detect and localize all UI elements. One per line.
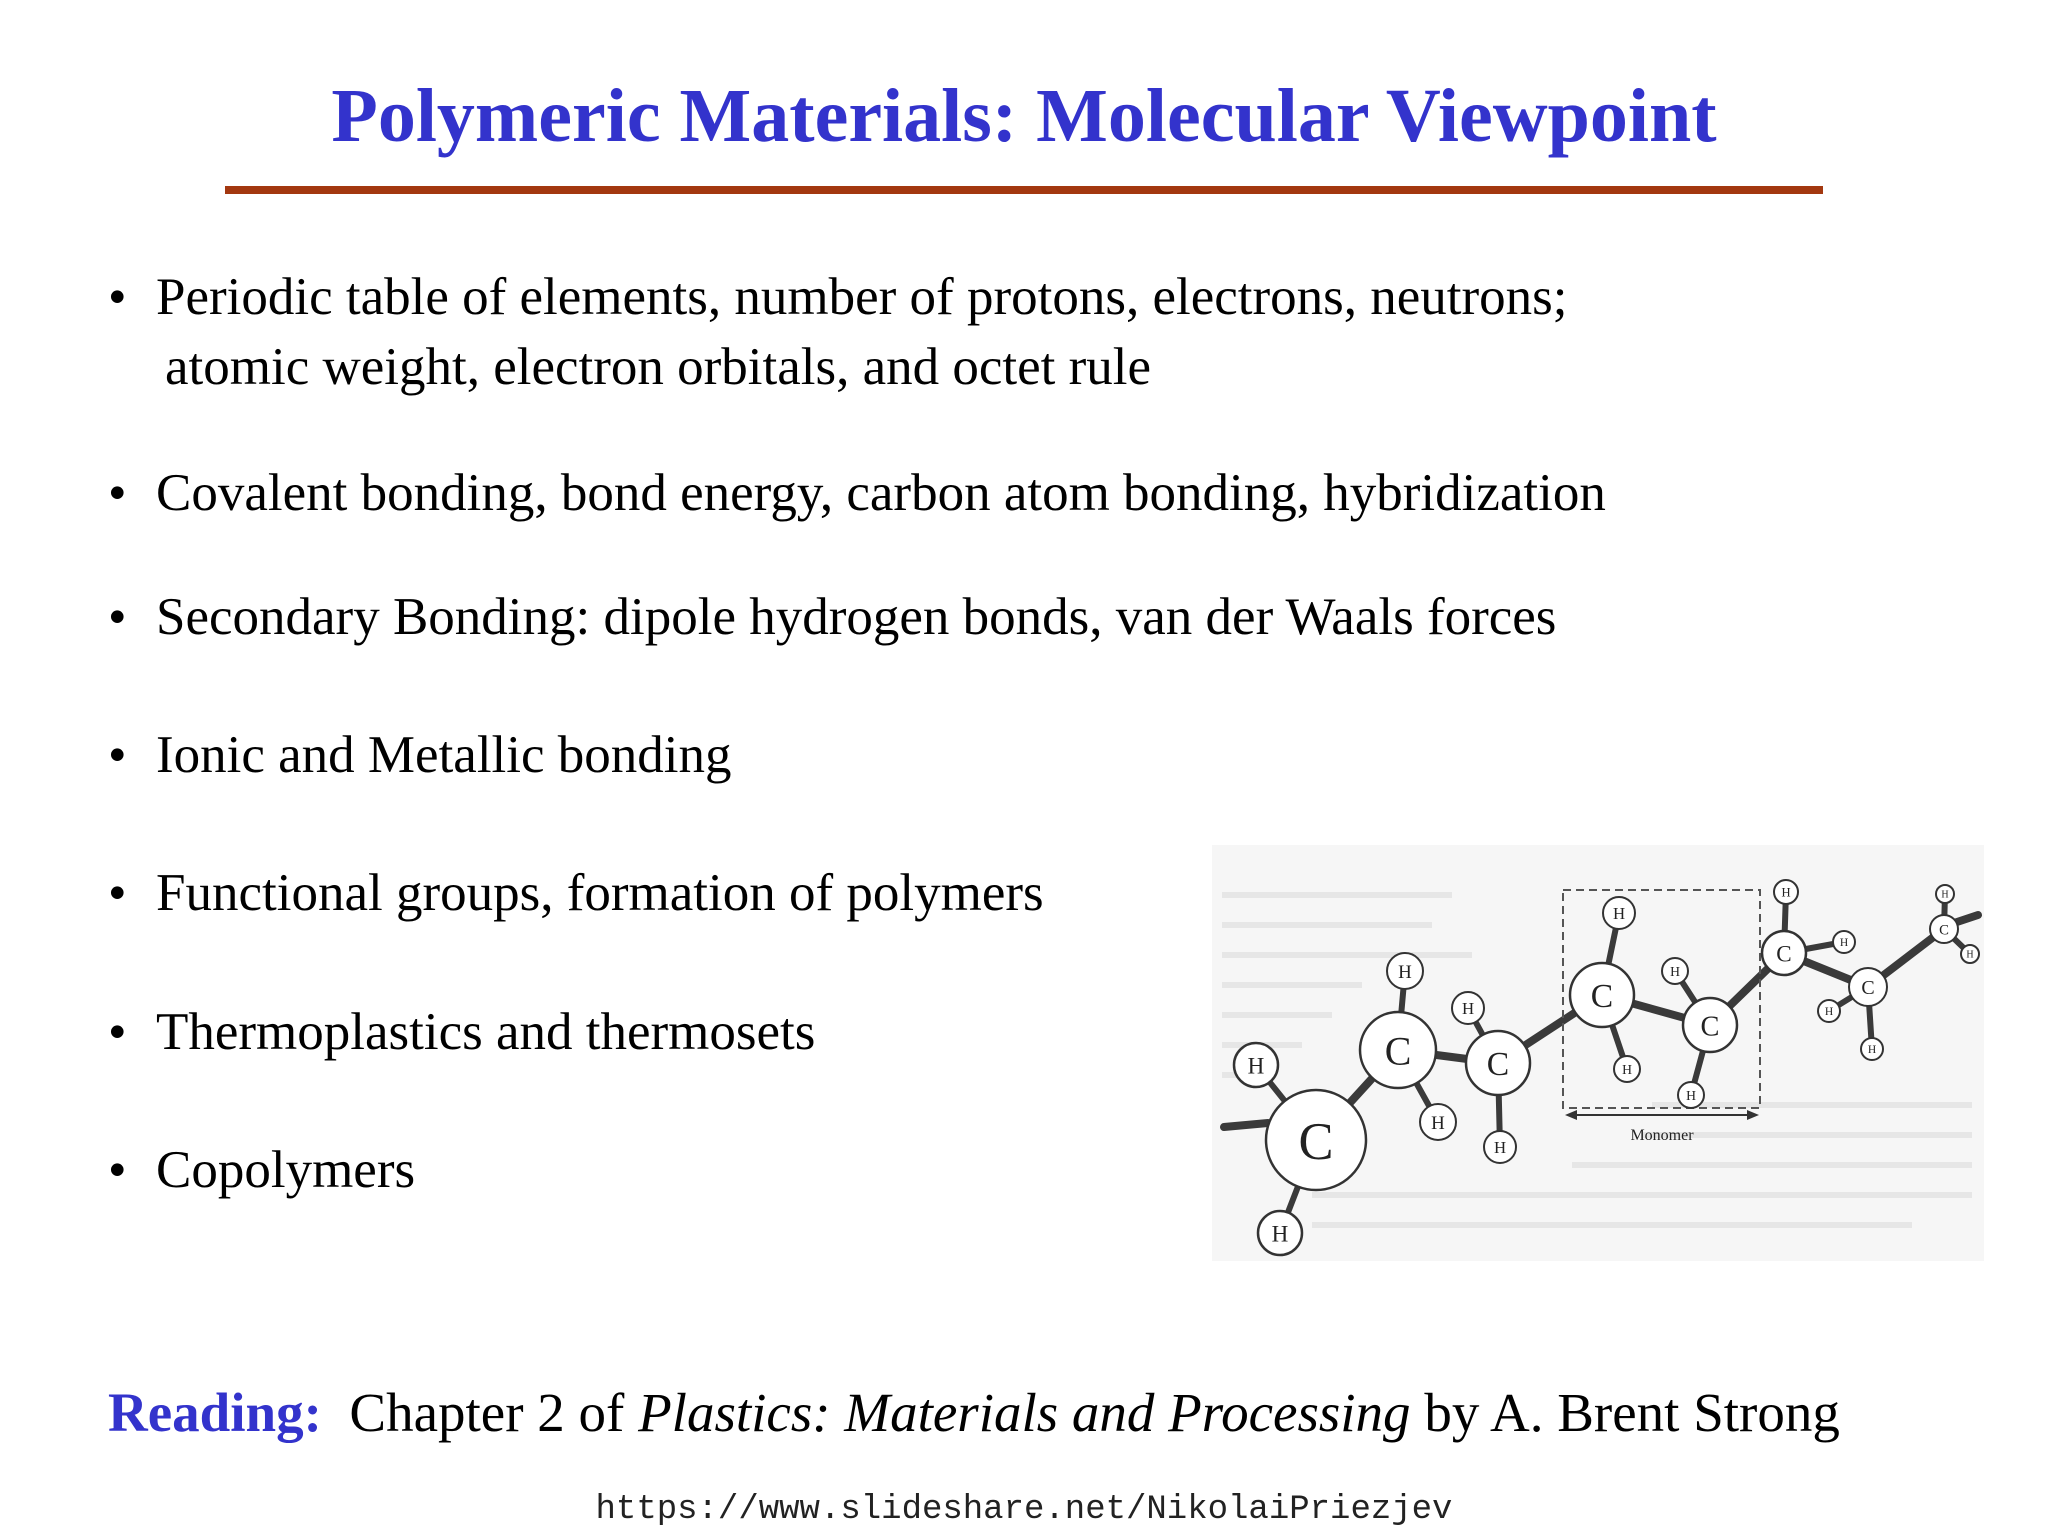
carbon-atom-label: C	[1590, 978, 1614, 1016]
bullet-text: Secondary Bonding: dipole hydrogen bonds, van der Waals forces	[156, 588, 1557, 646]
bullet-dot: •	[108, 1141, 127, 1199]
hydrogen-atom-label: H	[1781, 885, 1791, 900]
hydrogen-atom	[1861, 1038, 1883, 1060]
hydrogen-atom-label: H	[1271, 1220, 1289, 1247]
polymer-chain-diagram	[1212, 845, 1984, 1261]
hydrogen-atom-label: H	[1622, 1061, 1632, 1077]
hydrogen-atom	[1420, 1104, 1456, 1140]
hydrogen-atom	[1662, 958, 1688, 984]
bullet-text: Functional groups, formation of polymers	[156, 864, 1044, 922]
carbon-atom	[1683, 998, 1737, 1052]
bullet-item-covalent-bonding	[108, 458, 1606, 528]
carbon-atom	[1849, 968, 1887, 1006]
hydrogen-atom-label: H	[1247, 1052, 1265, 1079]
hydrogen-atom-label: H	[1824, 1006, 1834, 1019]
hydrogen-atom	[1818, 1000, 1840, 1022]
reading-chapter: Chapter 2 of	[349, 1382, 625, 1443]
hydrogen-atom	[1961, 945, 1979, 963]
carbon-atom	[1266, 1090, 1366, 1190]
monomer-label: Monomer	[1630, 1127, 1694, 1144]
bullet-item-functional-groups	[108, 858, 1044, 928]
reading-line	[108, 1378, 1840, 1448]
slide-title: Polymeric Materials: Molecular Viewpoint	[331, 74, 1717, 158]
carbon-atom-label: C	[1700, 1011, 1720, 1043]
hydrogen-atom-label: H	[1612, 904, 1626, 924]
bullet-dot: •	[108, 464, 127, 522]
carbon-atom-label: C	[1776, 940, 1792, 967]
polymer-chain-figure	[1212, 845, 1984, 1261]
bullet-item-periodic-table	[108, 262, 1568, 402]
bullet-text: Thermoplastics and thermosets	[156, 1003, 816, 1061]
hydrogen-atom	[1387, 953, 1423, 989]
bullet-item-thermoplastics	[108, 997, 815, 1067]
hydrogen-atom-label: H	[1493, 1138, 1507, 1158]
hydrogen-atom	[1936, 885, 1954, 903]
title-underline	[225, 186, 1823, 194]
carbon-atom	[1930, 915, 1958, 943]
source-url: https://www.slideshare.net/NikolaiPriezjev	[595, 1491, 1453, 1529]
hydrogen-atom	[1234, 1043, 1278, 1087]
chain-end-bond	[1224, 1123, 1268, 1127]
bullet-text-continuation: atomic weight, electron orbitals, and octet rule	[165, 338, 1152, 396]
hydrogen-atom	[1603, 897, 1635, 929]
hydrogen-atom	[1833, 931, 1855, 953]
carbon-atom-label: C	[1486, 1046, 1510, 1084]
hydrogen-atom-label: H	[1686, 1087, 1696, 1103]
hydrogen-atom-label: H	[1461, 999, 1475, 1019]
hydrogen-atom-label: H	[1867, 1044, 1877, 1057]
hydrogen-atom	[1452, 992, 1484, 1024]
carbon-atom-label: C	[1861, 977, 1875, 1000]
bullet-item-ionic-metallic	[108, 720, 732, 790]
bullet-text: Covalent bonding, bond energy, carbon atom bonding, hybridization	[156, 464, 1606, 522]
bullet-dot: •	[108, 1003, 127, 1061]
hydrogen-atom	[1614, 1056, 1640, 1082]
bullet-text: Ionic and Metallic bonding	[156, 726, 732, 784]
hydrogen-atom-label: H	[1941, 889, 1949, 901]
hydrogen-atom-label: H	[1670, 963, 1680, 979]
bullet-text: Copolymers	[156, 1141, 416, 1199]
reading-author: by A. Brent Strong	[1424, 1382, 1840, 1443]
bullet-text: Periodic table of elements, number of protons, electrons, neutrons;	[156, 268, 1568, 326]
bullet-item-secondary-bonding	[108, 582, 1556, 652]
carbon-atom-label: C	[1939, 922, 1949, 939]
bullet-dot: •	[108, 588, 127, 646]
bullet-dot: •	[108, 864, 127, 922]
carbon-atom	[1570, 963, 1634, 1027]
carbon-atom-label: C	[1298, 1113, 1334, 1171]
hydrogen-atom-label: H	[1966, 949, 1974, 961]
hydrogen-atom	[1678, 1082, 1704, 1108]
reading-label: Reading:	[108, 1382, 322, 1443]
carbon-atom	[1762, 931, 1806, 975]
hydrogen-atom-label: H	[1398, 961, 1412, 983]
reading-book-title: Plastics: Materials and Processing	[638, 1382, 1411, 1443]
hydrogen-atom-label: H	[1839, 937, 1849, 950]
carbon-atom	[1466, 1031, 1530, 1095]
hydrogen-atom	[1258, 1211, 1302, 1255]
bullet-dot: •	[108, 268, 127, 326]
carbon-atom	[1360, 1012, 1436, 1088]
hydrogen-atom	[1774, 880, 1798, 904]
carbon-atom-label: C	[1384, 1028, 1412, 1074]
hydrogen-atom	[1484, 1131, 1516, 1163]
bullet-item-copolymers	[108, 1135, 415, 1205]
bullet-dot: •	[108, 726, 127, 784]
hydrogen-atom-label: H	[1431, 1112, 1445, 1134]
